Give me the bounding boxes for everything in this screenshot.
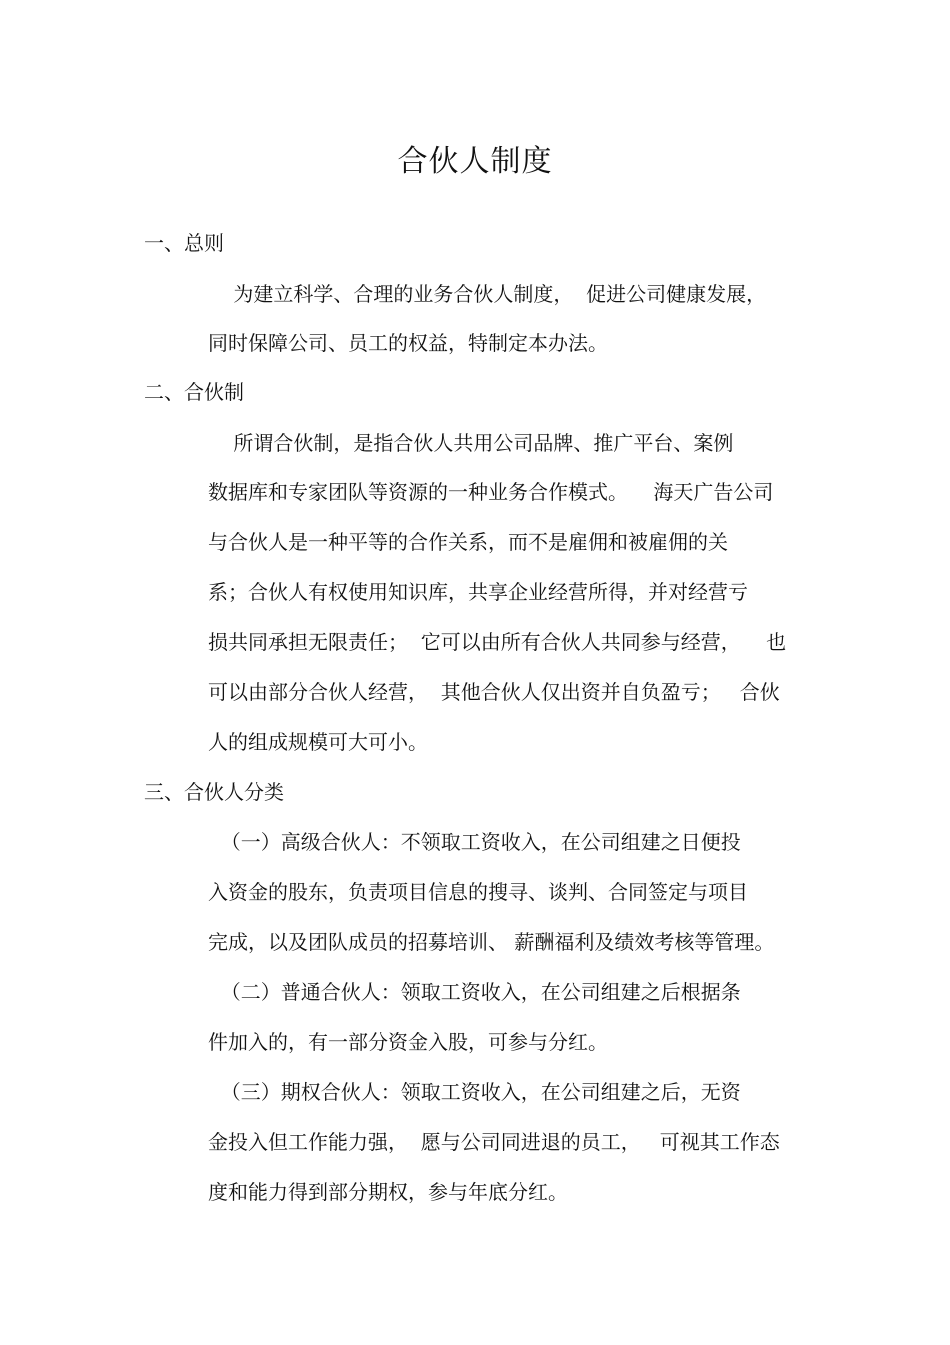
paragraph-line: 所谓合伙制，是指合伙人共用公司品牌、推广平台、案例 [208,431,734,455]
document-title: 合伙人制度 [397,144,553,179]
paragraph-line: 人的组成规模可大可小。 [208,730,428,754]
paragraph-line: （一）高级合伙人：不领取工资收入，在公司组建之日便投 [208,830,741,854]
paragraph-line: 件加入的，有一部分资金入股，可参与分红。 [208,1030,608,1054]
paragraph-line: 系；合伙人有权使用知识库，共享企业经营所得，并对经营亏 [208,580,748,604]
paragraph-line: 可以由部分合伙人经营， 其他合伙人仅出资并自负盈亏； 合伙 [208,680,780,704]
section-heading-general: 一、总则 [144,231,224,255]
paragraph-line: 与合伙人是一种平等的合作关系，而不是雇佣和被雇佣的关 [208,530,728,554]
paragraph-line: 数据库和专家团队等资源的一种业务合作模式。 海天广告公司 [208,480,774,504]
paragraph-line: 度和能力得到部分期权，参与年底分红。 [208,1180,568,1204]
paragraph-line: 为建立科学、合理的业务合伙人制度， 促进公司健康发展， [208,282,767,306]
section-heading-partner-types: 三、合伙人分类 [144,780,284,804]
paragraph-line: 完成，以及团队成员的招募培训、 薪酬福利及绩效考核等管理。 [208,930,775,954]
paragraph-line: （二）普通合伙人：领取工资收入，在公司组建之后根据条 [208,980,741,1004]
section-heading-partnership: 二、合伙制 [144,380,244,404]
paragraph-line: （三）期权合伙人：领取工资收入，在公司组建之后，无资 [208,1080,741,1104]
paragraph-line: 损共同承担无限责任； 它可以由所有合伙人共同参与经营， 也 [208,630,787,654]
paragraph-line: 入资金的股东，负责项目信息的搜寻、谈判、合同签定与项目 [208,880,748,904]
paragraph-line: 同时保障公司、员工的权益，特制定本办法。 [208,331,608,355]
paragraph-line: 金投入但工作能力强， 愿与公司同进退的员工， 可视其工作态 [208,1130,780,1154]
